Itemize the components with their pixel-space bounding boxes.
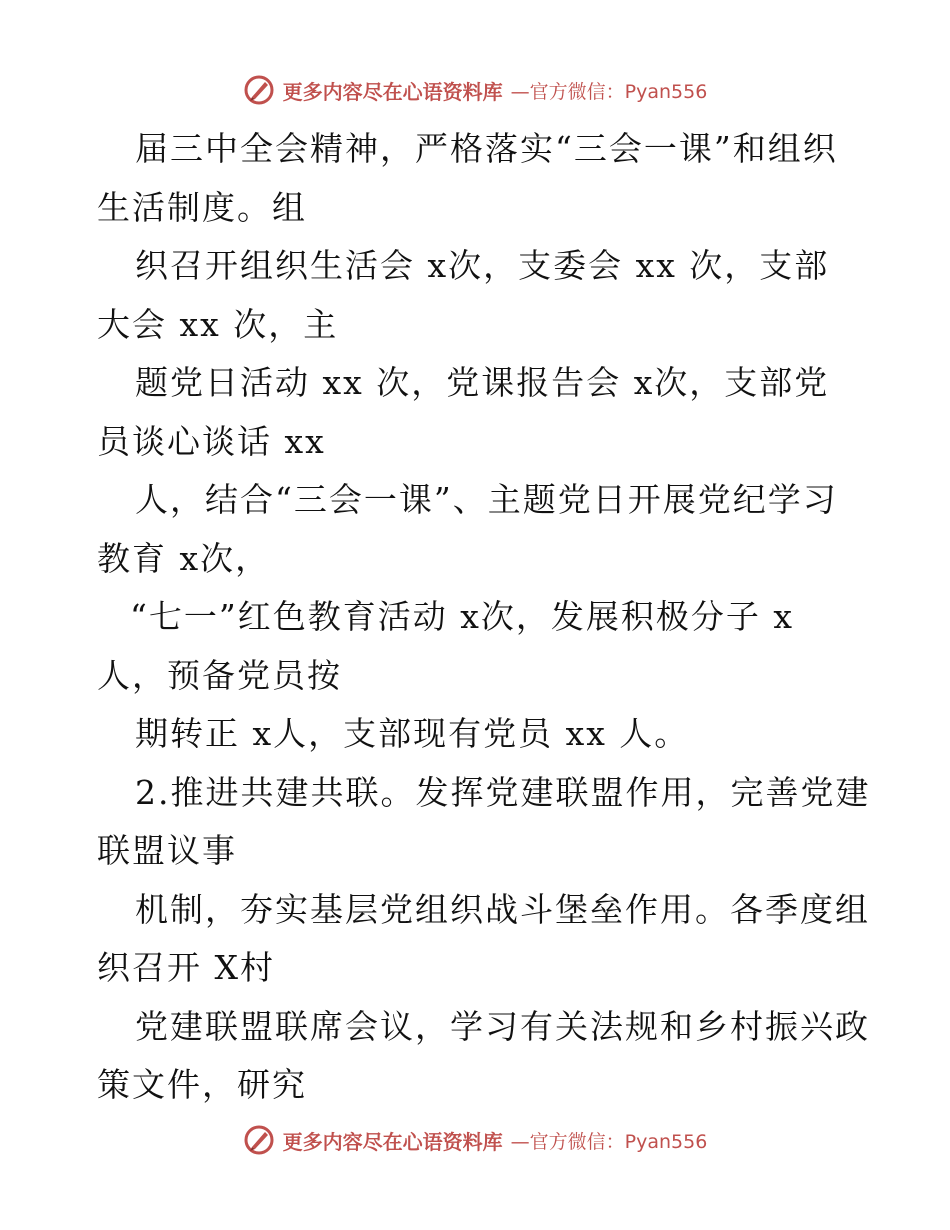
pen-logo-icon (243, 1124, 275, 1156)
text-line: 人，预备党员按 (97, 655, 342, 695)
watermark-contact: —官方微信：Pyan556 (510, 80, 708, 103)
watermark-brand: 更多内容尽在心语资料库 (282, 79, 503, 104)
text-line: 教育 x次， (97, 538, 271, 578)
header-watermark (0, 72, 950, 108)
text-line: 大会 xx 次，主 (97, 304, 339, 344)
text-line: 机制，夯实基层党组织战斗堡垒作用。各季度组 (135, 889, 870, 929)
text-line: 生活制度。组 (97, 187, 307, 227)
text-line: 期转正 x人，支部现有党员 xx 人。 (135, 714, 690, 753)
text-line: 届三中全会精神，严格落实“三会一课”和组织 (135, 129, 838, 168)
text-line: 策文件，研究 (97, 1065, 307, 1104)
text-line: 联盟议事 (97, 831, 237, 870)
watermark-contact: —官方微信：Pyan556 (510, 1130, 708, 1153)
text-line: 织召开 X村 (97, 948, 275, 987)
pen-logo-icon (243, 74, 275, 106)
text-line: 员谈心谈话 xx (97, 421, 326, 461)
text-line: “七一”红色教育活动 x次，发展积极分子 x (130, 597, 794, 636)
footer-watermark (0, 1122, 950, 1158)
text-line: 人，结合“三会一课”、主题党日开展党纪学习 (135, 480, 838, 519)
text-line: 党建联盟联席会议，学习有关法规和乡村振兴政 (135, 1006, 870, 1046)
document-body (97, 120, 871, 1115)
text-line: 题党日活动 xx 次，党课报告会 x次，支部党 (135, 363, 830, 402)
text-line: 织召开组织生活会 x次，支委会 xx 次，支部 (135, 246, 830, 285)
text-line: 2.推进共建共联。发挥党建联盟作用，完善党建 (135, 772, 871, 812)
watermark-brand: 更多内容尽在心语资料库 (282, 1129, 503, 1154)
